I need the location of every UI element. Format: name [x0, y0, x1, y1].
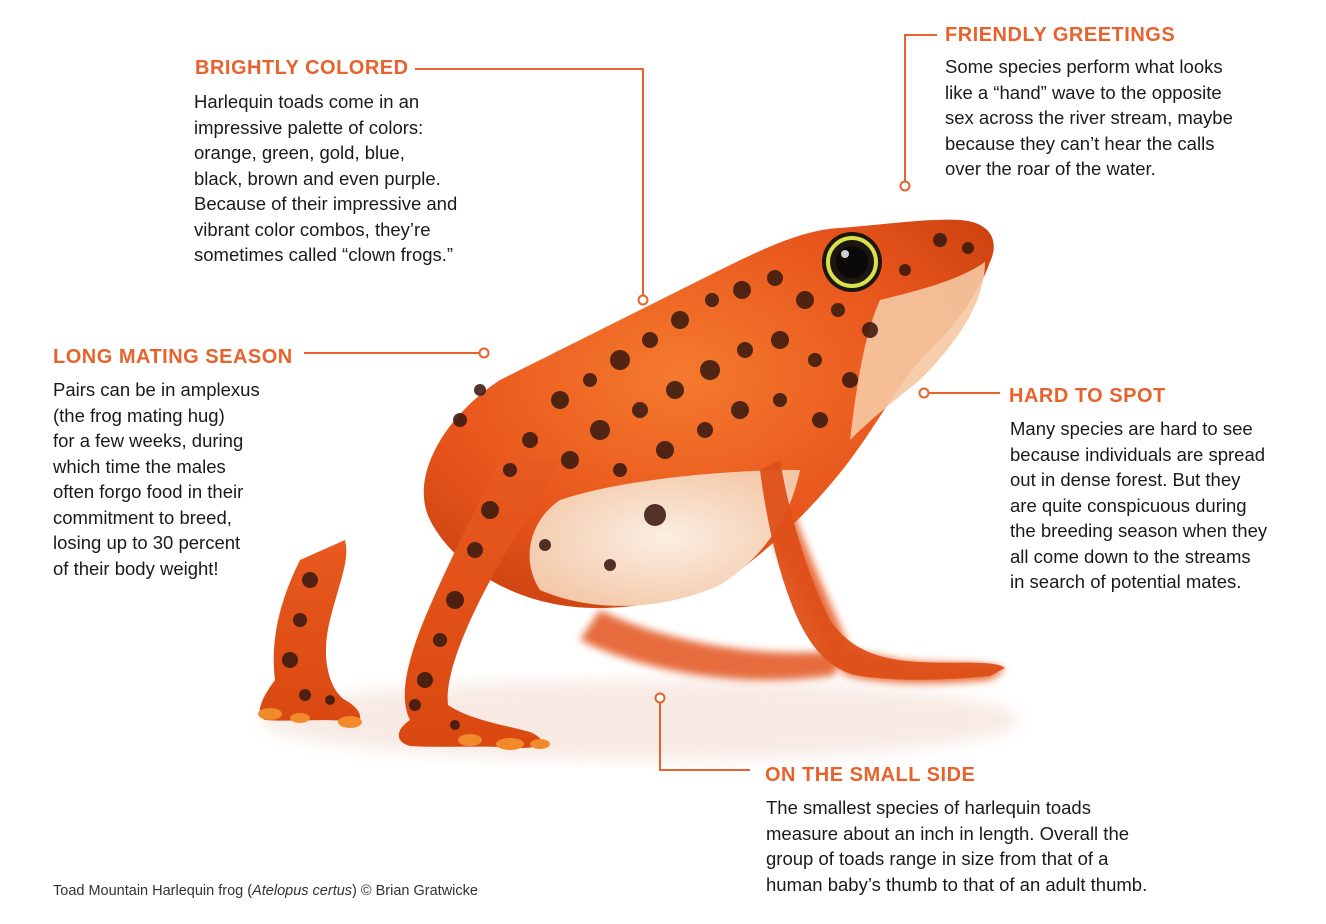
callout-line: black, brown and even purple. — [194, 167, 441, 189]
callout-body-on-the-small-side — [766, 795, 1147, 897]
pointer-dot-hard-to-spot — [920, 389, 929, 398]
pointer-dot-on-the-small-side — [656, 694, 665, 703]
callout-line: commitment to breed, — [53, 506, 232, 528]
callout-line: Many species are hard to see — [1010, 418, 1253, 439]
callout-line: are quite conspicuous during — [1010, 494, 1247, 516]
callout-title-on-the-small-side: ON THE SMALL SIDE — [765, 764, 976, 786]
callout-line: group of toads range in size from that of a — [766, 848, 1109, 869]
callout-line: which time the males — [53, 455, 226, 477]
callout-line: Some species perform what looks — [945, 56, 1223, 77]
callout-line: human baby’s thumb to that of an adult thumb. — [766, 873, 1148, 895]
callout-body-friendly-greetings — [945, 54, 1233, 182]
callout-line: vibrant color combos, they’re — [194, 218, 431, 240]
callout-line: all come down to the streams — [1010, 545, 1251, 567]
callout-line: in search of potential mates. — [1010, 571, 1242, 592]
leader-line-on-the-small-side — [660, 698, 750, 770]
callout-line: Because of their impressive and — [194, 193, 458, 214]
photo-caption — [53, 883, 478, 899]
caption-prefix: Toad Mountain Harlequin frog ( — [53, 883, 253, 899]
callout-title-hard-to-spot: HARD TO SPOT — [1009, 385, 1166, 407]
callout-line: orange, green, gold, blue, — [194, 142, 405, 163]
callout-line: of their body weight! — [53, 557, 219, 579]
callout-line: the breeding season when they — [1010, 520, 1268, 541]
leader-line-friendly-greetings — [905, 35, 937, 185]
callout-line: Pairs can be in amplexus — [53, 379, 260, 400]
callout-title-long-mating-season: LONG MATING SEASON — [53, 346, 293, 368]
callout-line: losing up to 30 percent — [53, 532, 241, 553]
callout-line: like a “hand” wave to the opposite — [945, 81, 1222, 103]
pointer-dot-friendly-greetings — [901, 182, 910, 191]
callout-line: (the frog mating hug) — [53, 404, 225, 426]
callout-body-long-mating-season — [53, 377, 260, 581]
pointer-dot-long-mating-season — [480, 349, 489, 358]
caption-species: Atelopus certus — [252, 883, 353, 899]
callout-line: for a few weeks, during — [53, 430, 244, 451]
callout-line: often forgo food in their — [53, 481, 244, 502]
callout-line: The smallest species of harlequin toads — [766, 797, 1091, 818]
callout-title-brightly-colored: BRIGHTLY COLORED — [195, 57, 409, 79]
callout-title-friendly-greetings: FRIENDLY GREETINGS — [945, 24, 1176, 46]
callout-line: measure about an inch in length. Overall the — [766, 822, 1130, 844]
callout-line: because individuals are spread — [1010, 443, 1266, 465]
callout-line: because they can’t hear the calls — [945, 132, 1215, 154]
callout-line: out in dense forest. But they — [1010, 469, 1241, 490]
callout-line: Harlequin toads come in an — [194, 91, 420, 112]
callout-line: over the roar of the water. — [945, 158, 1156, 179]
callout-body-hard-to-spot — [1010, 416, 1267, 595]
callout-body-brightly-colored — [194, 89, 457, 268]
callout-line: sex across the river stream, maybe — [945, 107, 1233, 128]
caption-suffix: ) © Brian Gratwicke — [352, 883, 478, 899]
callout-line: sometimes called “clown frogs.” — [194, 244, 454, 265]
pointer-dot-brightly-colored — [639, 296, 648, 305]
callout-line: impressive palette of colors: — [194, 116, 424, 138]
